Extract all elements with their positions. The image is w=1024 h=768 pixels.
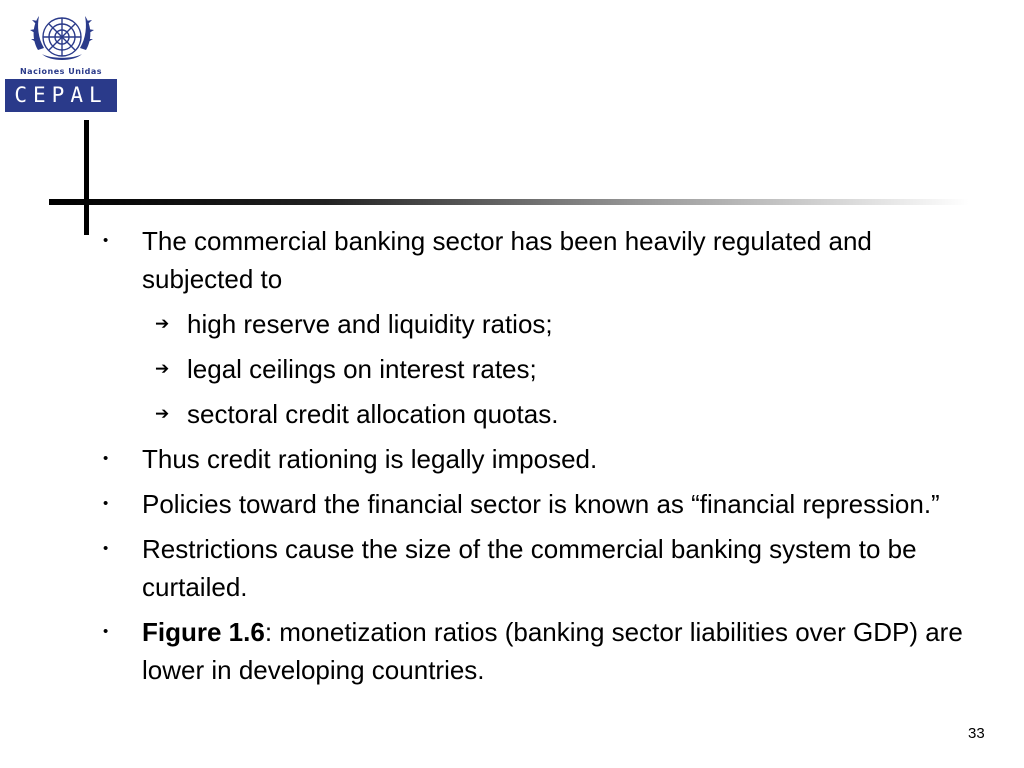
bullet-text: The commercial banking sector has been heavily regulated and subjected to [142, 226, 872, 294]
un-emblem-icon [28, 6, 96, 72]
bullet-text: : monetization ratios (banking sector liabilities over GDP) are lower in developing countries. [142, 617, 963, 685]
figure-reference: Figure 1.6 [142, 617, 265, 647]
bullet-item [103, 222, 973, 298]
bullet-item [103, 530, 973, 606]
sub-bullet-text: sectoral credit allocation quotas. [187, 399, 559, 429]
bullet-text: Policies toward the financial sector is known as “financial repression.” [142, 489, 940, 519]
sub-bullet-item [103, 350, 973, 388]
bullet-item [103, 485, 973, 523]
slide-body [103, 222, 973, 696]
sub-bullet-item [103, 305, 973, 343]
bullet-marker: • [103, 232, 109, 249]
arrow-icon: ➔ [155, 359, 170, 378]
arrow-icon: ➔ [155, 404, 170, 423]
bullet-text: Restrictions cause the size of the commercial banking system to be curtailed. [142, 534, 917, 602]
vertical-divider [84, 120, 89, 235]
bullet-marker: • [103, 623, 109, 640]
bullet-marker: • [103, 540, 109, 557]
logo-acronym: CEPAL [5, 79, 117, 112]
sub-bullet-text: legal ceilings on interest rates; [187, 354, 537, 384]
logo-caption: Naciones Unidas [19, 67, 103, 76]
page-number: 33 [968, 725, 985, 742]
arrow-icon: ➔ [155, 314, 170, 333]
bullet-text: Thus credit rationing is legally imposed. [142, 444, 598, 474]
bullet-marker: • [103, 495, 109, 512]
sub-bullet-text: high reserve and liquidity ratios; [187, 309, 553, 339]
bullet-item [103, 613, 973, 689]
sub-bullet-item [103, 395, 973, 433]
cepal-logo [5, 6, 117, 112]
bullet-item [103, 440, 973, 478]
horizontal-divider [49, 199, 969, 205]
bullet-marker: • [103, 450, 109, 467]
